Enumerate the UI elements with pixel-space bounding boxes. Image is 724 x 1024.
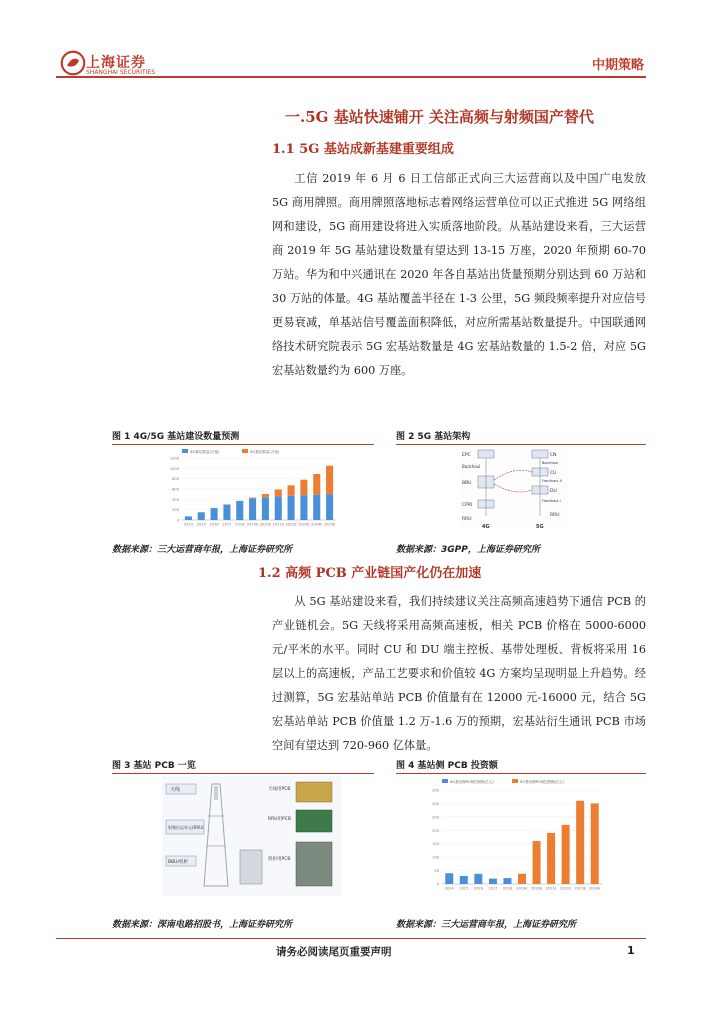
legend-label-1: 5G基站侧PCB投资额(亿元)	[520, 780, 564, 784]
figure-3-rule	[112, 773, 374, 774]
y-tick-label: 0	[176, 518, 179, 523]
label-cpri: CPRI	[462, 503, 473, 508]
x-tick-label: 2016	[209, 522, 219, 527]
subsection-title-2: 1.2 高频 PCB 产业链国产化仍在加速	[258, 566, 482, 581]
x-tick-label: 2024E	[589, 886, 601, 891]
antenna-pcb-image	[296, 782, 332, 802]
y-tick-label: 800	[172, 477, 179, 482]
bar-4G-2015	[460, 876, 468, 884]
logo-icon	[60, 50, 86, 76]
diagram-5g-architecture	[460, 446, 570, 530]
x-tick-label: 2023E	[574, 886, 586, 891]
footer-divider	[56, 938, 646, 939]
label-rru: 射频拉远单元(RRU)	[168, 825, 204, 830]
bar-4G-2021E	[275, 496, 282, 520]
figure-1-source: 数据来源：三大运营商年报，上海证券研究所	[112, 545, 293, 555]
y-tick-label: 1200	[169, 456, 179, 461]
bar-4G-2024E	[313, 495, 320, 520]
y-tick-label: 200	[432, 828, 439, 833]
logo-subtext: SHANGHAI SECURITIES	[86, 69, 156, 76]
y-tick-label: 600	[172, 487, 179, 492]
bar-4G-2018	[236, 501, 243, 520]
x-tick-label: 2015	[196, 522, 206, 527]
footer-disclaimer: 请务必阅读尾页重要声明	[276, 946, 392, 958]
x-tick-label: 2015	[459, 886, 469, 891]
label-bbu-cabinet: BBU/机柜	[168, 860, 188, 865]
section-title: 一.5G 基站快速铺开 关注高频与射频国产替代	[285, 108, 594, 126]
cabinet-pcb-image	[296, 842, 332, 886]
paragraph-2: 从 5G 基站建设来看，我们持续建议关注高频高速趋势下通信 PCB 的产业链机会。5G 天线将采用高频高速板，相关 PCB 价格在 5000-6000 元/平米的水平。同时 CU 和 DU 端主控板、基带处理板、背板将采用 16 层以上的高速板，产品工艺要求和价值较 4G 方案均呈现明显上升趋势。经过测算，5G 宏基站单站 PCB 价值量有在 12000 元-16000 元，结合 5G 宏基站单站 PCB 价值量 1.2 万-1.6 万的预期，宏基站衍生通讯 PCB 市场空间有望达到 720-960 亿体量。	[272, 595, 646, 752]
figure-2-rule	[396, 444, 646, 445]
legend-swatch-0	[182, 449, 188, 453]
label-bbu: BBU	[462, 481, 472, 486]
paragraph-1: 工信 2019 年 6 月 6 日工信部正式向三大运营商以及中国广电发放 5G 商用牌照。商用牌照落地标志着网络运营单位可以正式推进 5G 网络组网和建设，5G 商用建设将进入实质落地阶段。从基站建设来看，三大运营商 2019 年 5G 基站建设数量有望达到 13-15 万座，2020 年预期 60-70 万站。华为和中兴通讯在 2020 年各自基站出货量预期分别达到 60 万站和 30 万站的体量。4G 基站覆盖半径在 1-3 公里，5G 频段频率提升对应信号更易衰减，单基站信号覆盖面积降低，对应所需基站数量提升。中国联通网络技术研究院表示 5G 宏基站数量是 4G 宏基站数量的 1.5-2 倍，对应 5G 宏基站数量约为 600 万座。	[272, 172, 646, 377]
figure-4-source: 数据来源：三大运营商年报，上海证券研究所	[396, 920, 577, 930]
x-tick-label: 2014	[183, 522, 193, 527]
y-tick-label: 300	[432, 801, 439, 806]
x-tick-label: 2018	[235, 522, 245, 527]
x-tick-label: 2024E	[311, 522, 323, 527]
label-rru-right: RRU	[550, 513, 560, 518]
legend-swatch-1	[512, 779, 518, 783]
label-rru-pcb: RRU用PCB	[268, 817, 291, 822]
diagram-base-station-pcb	[162, 776, 342, 896]
label-antenna-pcb: 天线用PCB	[268, 787, 291, 792]
bar-5G-2021E	[275, 490, 282, 497]
y-tick-label: 100	[432, 855, 439, 860]
bar-4G-2023E	[300, 495, 307, 520]
bar-4G-2016	[211, 508, 218, 520]
cabinet-icon	[240, 850, 262, 884]
bar-4G-2018	[503, 878, 511, 884]
epc-box	[478, 450, 494, 458]
x-tick-label: 2023E	[298, 522, 310, 527]
bar-4G-2019E	[249, 498, 256, 520]
bar-5G-2019E	[518, 874, 526, 884]
chart-pcb-investment	[420, 776, 606, 896]
y-tick-label: 200	[172, 508, 179, 513]
figure-1-rule	[112, 444, 374, 445]
bar-5G-2023E	[576, 801, 584, 884]
label-antenna: 天线	[170, 787, 181, 793]
label-fronthaul-1: Fronthaul-I	[542, 499, 561, 503]
y-tick-label: 150	[432, 842, 439, 847]
bar-5G-2020E	[533, 841, 541, 884]
y-tick-label: 50	[434, 869, 439, 874]
y-tick-label: 250	[432, 815, 439, 820]
label-backhaul-right: Backhaul	[542, 461, 559, 465]
label-4g: 4G	[482, 524, 490, 530]
y-tick-label: 400	[172, 497, 179, 502]
x-tick-label: 2020E	[259, 522, 272, 527]
subsection-title-1: 1.1 5G 基站成新基建重要组成	[272, 142, 454, 157]
figure-2-caption: 图 2 5G 基站架构	[396, 432, 471, 442]
label-epc: EPC	[462, 453, 471, 458]
header-divider	[56, 76, 646, 78]
y-tick-label: 1000	[169, 466, 179, 471]
x-tick-label: 2017	[222, 522, 232, 527]
label-5g: 5G	[536, 524, 544, 530]
bar-4G-2014	[185, 516, 192, 520]
legend-label-1: 5G基站数量(万座)	[250, 450, 280, 454]
label-cn: CN	[550, 453, 557, 458]
bar-5G-2019E	[249, 498, 256, 499]
cn-box	[532, 450, 548, 458]
bar-4G-2017	[489, 879, 497, 884]
label-du: DU	[550, 489, 557, 494]
x-tick-label: 2018	[502, 886, 513, 891]
report-type: 中期策略	[591, 58, 644, 73]
legend-label-0: 4G基站侧PCB投资额(亿元)	[450, 780, 494, 784]
figure-3-source: 数据来源：深南电路招股书，上海证券研究所	[112, 920, 293, 930]
bar-5G-2022E	[562, 825, 570, 884]
figure-1-caption: 图 1 4G/5G 基站建设数量预测	[112, 432, 240, 442]
x-tick-label: 2022E	[285, 522, 297, 527]
x-tick-label: 2020E	[530, 886, 543, 891]
x-tick-label: 2019E	[516, 886, 528, 891]
label-fronthaul-2: Fronthaul-II	[542, 479, 562, 483]
bar-5G-2020E	[262, 494, 269, 497]
bar-5G-2021E	[547, 833, 555, 884]
bar-5G-2025E	[326, 466, 333, 494]
bar-4G-2020E	[262, 497, 269, 520]
legend-swatch-0	[442, 779, 448, 783]
x-tick-label: 2025E	[323, 522, 336, 527]
chart-4g5g-base-stations	[160, 446, 340, 532]
figure-4-caption: 图 4 基站侧 PCB 投资额	[396, 761, 498, 771]
label-cu: CU	[550, 471, 557, 476]
bar-5G-2024E	[313, 474, 320, 495]
figure-2-source: 数据来源：3GPP，上海证券研究所	[396, 545, 540, 555]
x-tick-label: 2021E	[545, 886, 557, 891]
x-tick-label: 2021E	[272, 522, 284, 527]
bar-5G-2023E	[300, 480, 307, 496]
label-rru-left: RRU	[462, 517, 472, 522]
legend-swatch-1	[242, 449, 248, 453]
x-tick-label: 2014	[444, 886, 454, 891]
bar-4G-2025E	[326, 494, 333, 520]
bar-4G-2014	[445, 873, 453, 884]
x-tick-label: 2017	[488, 886, 498, 891]
x-tick-label: 2016	[473, 886, 483, 891]
x-tick-label: 2022E	[559, 886, 572, 891]
rru-pcb-image	[296, 810, 332, 832]
bar-4G-2016	[474, 874, 482, 884]
figure-4-rule	[396, 773, 646, 774]
bar-5G-2022E	[288, 485, 295, 495]
page-number: 1	[627, 944, 635, 957]
figure-3-caption: 图 3 基站 PCB 一览	[112, 761, 196, 771]
label-backhaul-left: Backhaul	[462, 464, 481, 469]
x-tick-label: 2019E	[246, 522, 259, 527]
bar-5G-2024E	[591, 803, 599, 884]
bar-4G-2022E	[288, 496, 295, 520]
y-tick-label: 0	[436, 882, 439, 887]
legend-label-0: 4G基站数量(万座)	[190, 450, 220, 454]
label-cabinet-pcb: 机柜用PCB	[268, 857, 291, 862]
logo-text: 上海证券	[86, 55, 146, 71]
y-tick-label: 350	[432, 788, 439, 793]
bar-4G-2017	[223, 505, 230, 521]
bar-4G-2015	[198, 512, 205, 520]
